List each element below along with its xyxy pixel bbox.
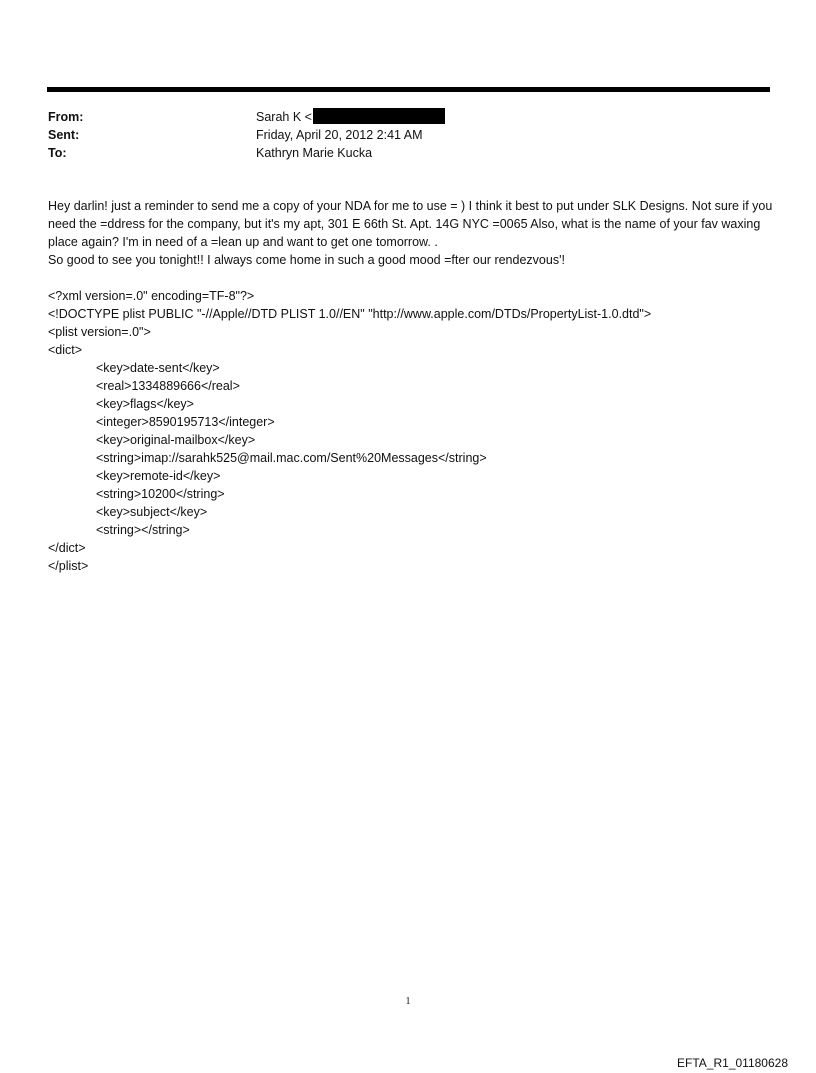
- xml-line: <string></string>: [96, 523, 190, 537]
- email-body: [48, 197, 778, 269]
- body-paragraph-2: So good to see you tonight!! I always come home in such a good mood =fter our rendezvous'!: [48, 253, 565, 267]
- from-label: From:: [48, 110, 84, 124]
- xml-line: <?xml version=.0" encoding=TF-8"?>: [48, 289, 255, 303]
- from-sender: Sarah K <: [256, 110, 312, 124]
- xml-line: <plist version=.0">: [48, 325, 151, 339]
- header-divider: [47, 87, 770, 92]
- email-header: [48, 108, 768, 162]
- to-row: [48, 144, 768, 162]
- sent-value: Friday, April 20, 2012 2:41 AM: [256, 128, 423, 142]
- from-value: [256, 108, 445, 126]
- xml-line: <real>1334889666</real>: [96, 379, 240, 393]
- redaction-box: [313, 108, 445, 124]
- xml-line: <key>subject</key>: [96, 505, 208, 519]
- sent-row: [48, 126, 768, 144]
- xml-line: <!DOCTYPE plist PUBLIC "-//Apple//DTD PLIST 1.0//EN" "http://www.apple.com/DTDs/PropertyList-1.0.dtd">: [48, 307, 652, 321]
- to-label: To:: [48, 146, 67, 160]
- xml-line: <integer>8590195713</integer>: [96, 415, 275, 429]
- xml-line: <key>flags</key>: [96, 397, 194, 411]
- xml-line: <string>imap://sarahk525@mail.mac.com/Sent%20Messages</string>: [96, 451, 487, 465]
- xml-line: <dict>: [48, 343, 83, 357]
- xml-line: </dict>: [48, 541, 86, 555]
- xml-line: <key>date-sent</key>: [96, 361, 220, 375]
- xml-line: <key>original-mailbox</key>: [96, 433, 256, 447]
- sent-label: Sent:: [48, 128, 80, 142]
- page-number: 1: [405, 996, 411, 1007]
- body-paragraph-1: Hey darlin! just a reminder to send me a copy of your NDA for me to use = ) I think it best to put under SLK Designs. Not sure if you need the =ddress for the company, but it's my apt, 301 E 66th St. Apt. 14G NYC =0065 Also, what is the name of your fav waxing place again? I'm in need of a =lean up and want to get one tomorrow. .: [48, 199, 773, 249]
- from-row: [48, 108, 768, 126]
- plist-xml-block: [48, 287, 768, 575]
- xml-line: <string>10200</string>: [96, 487, 225, 501]
- to-value: Kathryn Marie Kucka: [256, 146, 373, 160]
- document-id: EFTA_R1_01180628: [677, 1056, 788, 1070]
- xml-line: <key>remote-id</key>: [96, 469, 221, 483]
- xml-line: </plist>: [48, 559, 89, 573]
